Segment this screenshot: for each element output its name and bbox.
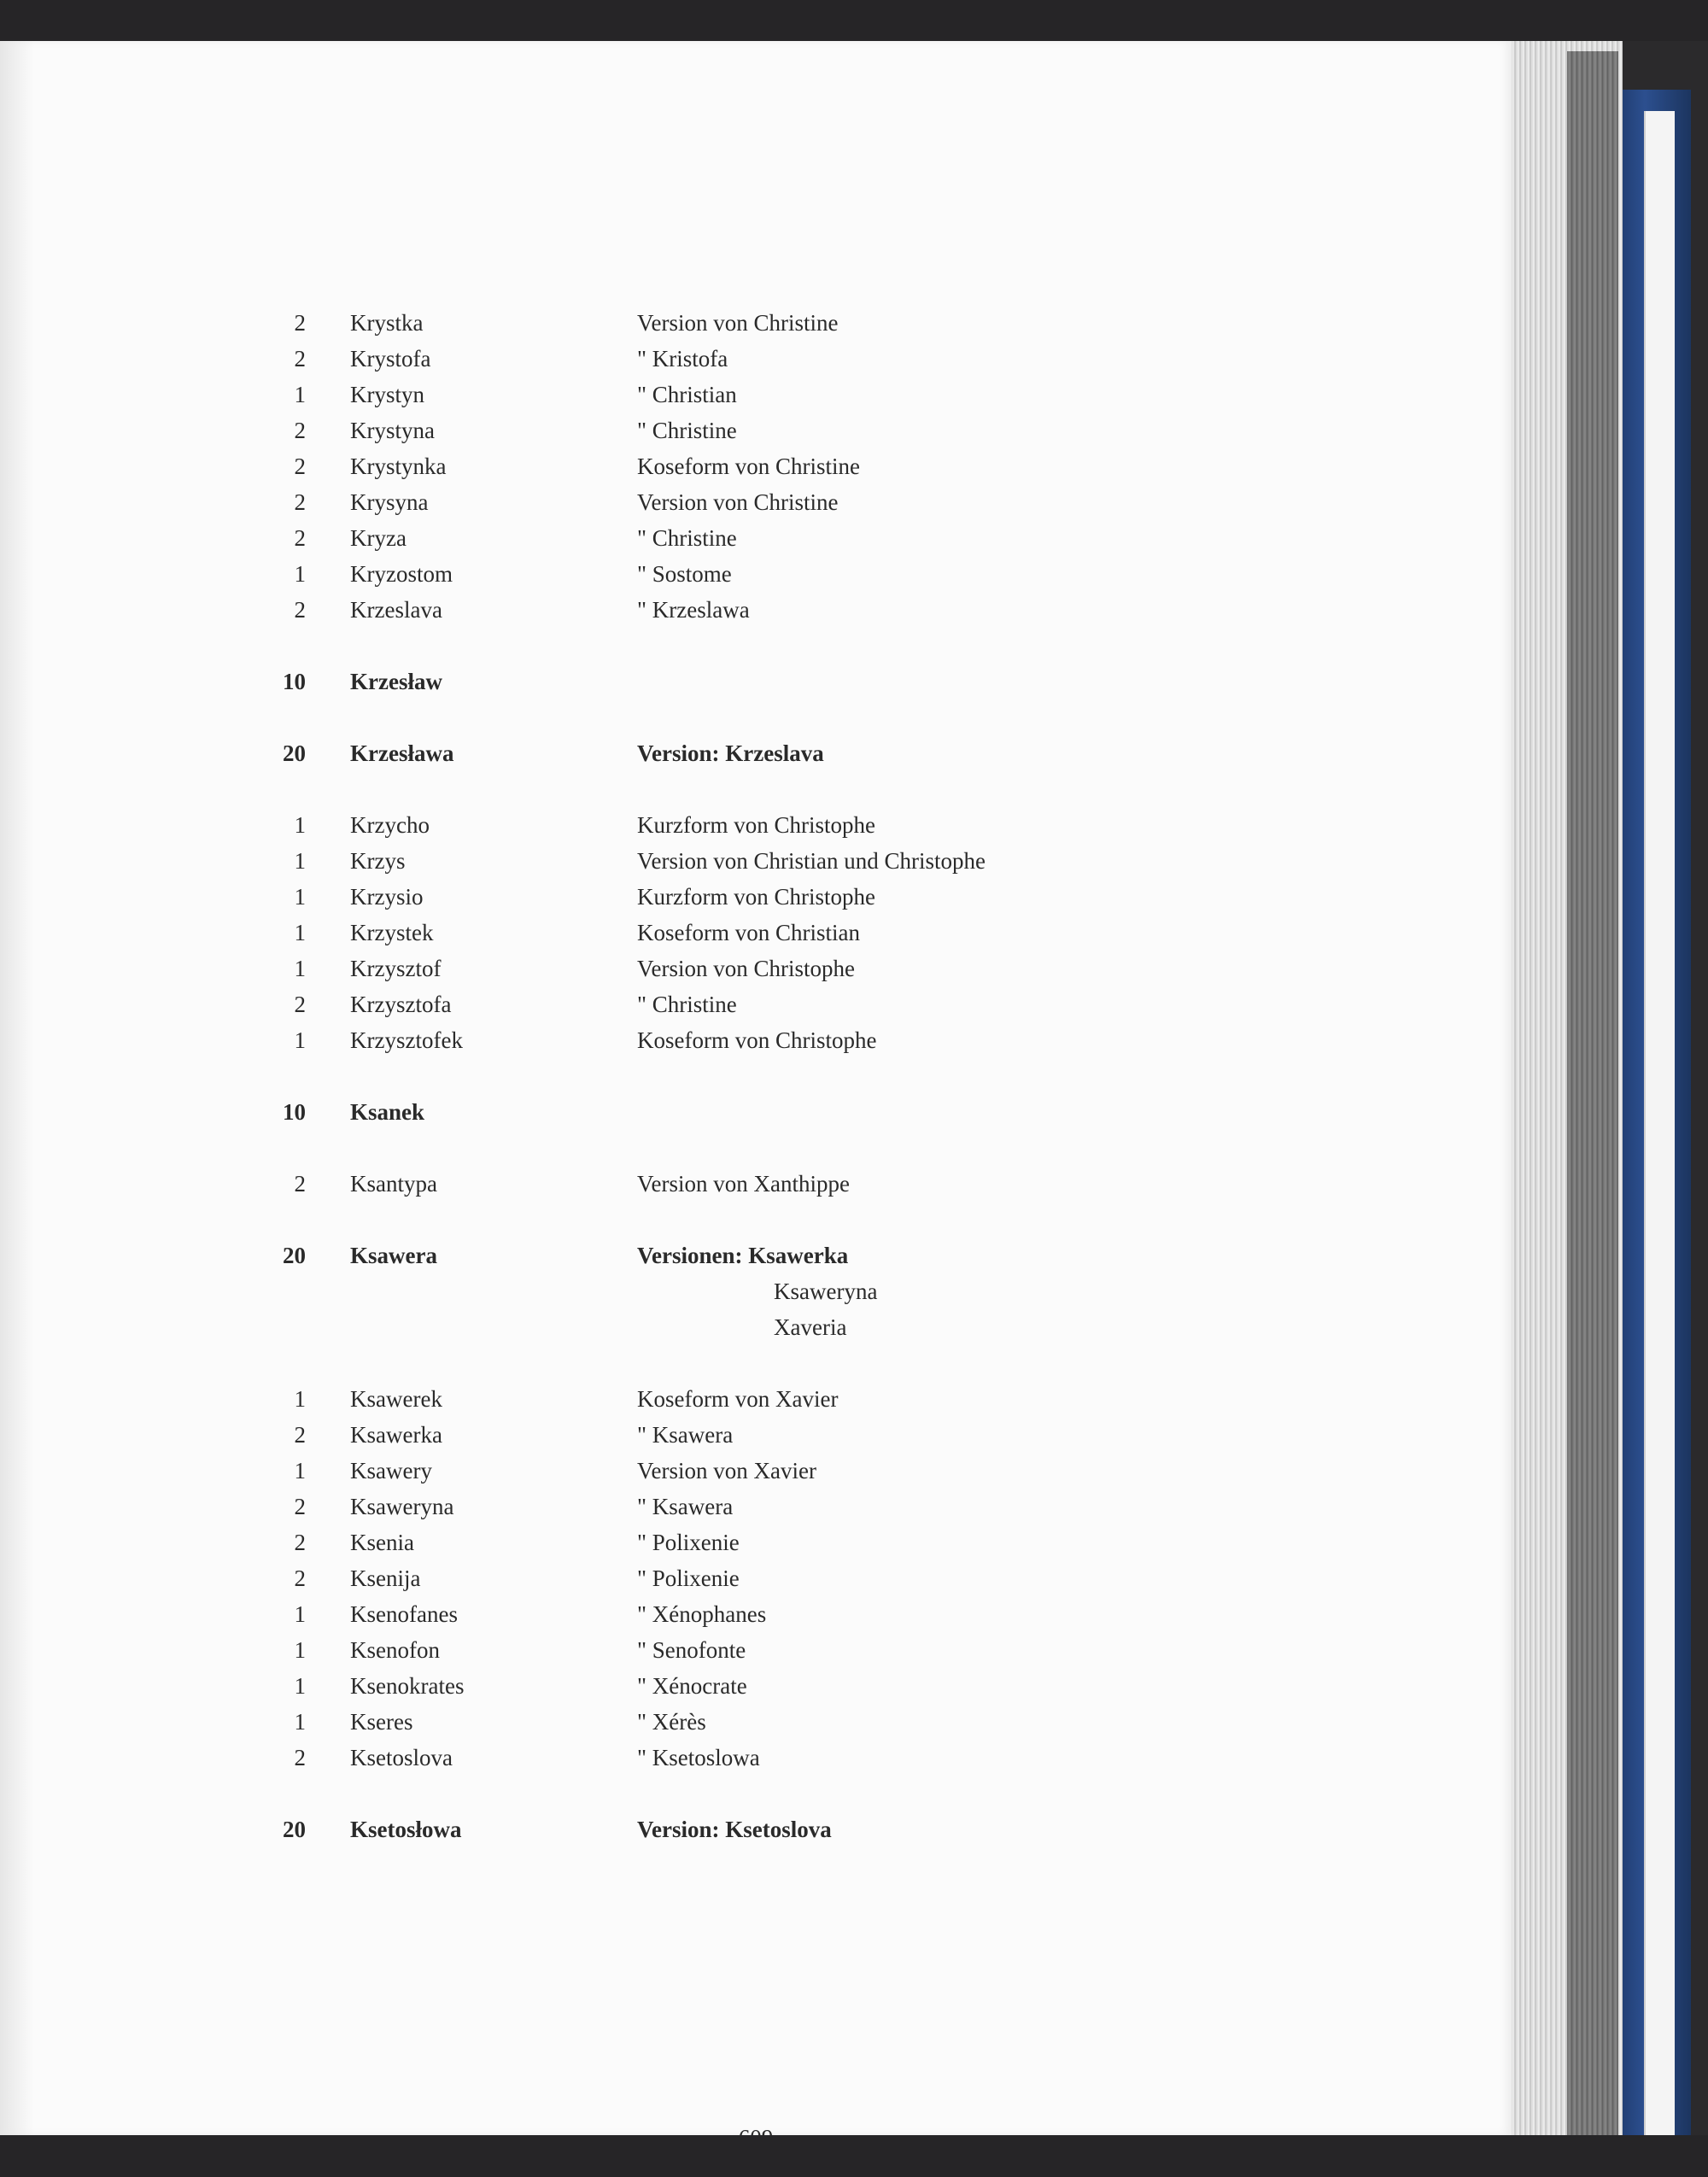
entry-name: Krzysztofek xyxy=(350,1027,463,1053)
entry-name: Krzycho xyxy=(350,812,430,838)
entry-description: " Krzeslawa xyxy=(637,597,750,623)
book-page xyxy=(0,41,1512,2135)
entry-name: Krystyna xyxy=(350,418,435,443)
entry-name: Krzesław xyxy=(350,669,442,694)
entry-count: 2 xyxy=(294,1530,306,1555)
entry-name: Krzys xyxy=(350,848,406,874)
entry-name: Ksawerka xyxy=(350,1422,442,1448)
entry-description: Version: Krzeslava xyxy=(637,740,824,766)
entry-count: 2 xyxy=(294,346,306,372)
entry-count: 20 xyxy=(283,1243,306,1268)
entry-description: " Xérès xyxy=(637,1709,706,1735)
entry-count: 2 xyxy=(294,597,306,623)
entry-count: 1 xyxy=(294,382,306,407)
entry-name: Ksanek xyxy=(350,1099,425,1125)
entry-count: 10 xyxy=(283,1099,306,1125)
entry-description: " Sostome xyxy=(637,561,732,587)
entry-count: 1 xyxy=(294,956,306,981)
entry-count: 2 xyxy=(294,489,306,515)
entry-count: 2 xyxy=(294,1565,306,1591)
entry-description: " Xénocrate xyxy=(637,1673,747,1699)
entry-description: " Ksawera xyxy=(637,1494,734,1519)
entry-count: 2 xyxy=(294,1745,306,1770)
entry-description: " Senofonte xyxy=(637,1637,746,1663)
entry-name: Ksawera xyxy=(350,1243,437,1268)
entry-count: 2 xyxy=(294,1171,306,1197)
entry-name: Ksaweryna xyxy=(350,1494,454,1519)
entry-description: " Xénophanes xyxy=(637,1601,767,1627)
entry-name: Ksenia xyxy=(350,1530,414,1555)
entry-description: Versionen: Ksawerka xyxy=(637,1243,849,1268)
top-background-band xyxy=(0,0,1708,41)
entry-count: 2 xyxy=(294,1422,306,1448)
entry-description: Koseform von Christophe xyxy=(637,1027,877,1053)
entry-count: 1 xyxy=(294,1673,306,1699)
entry-description: " Kristofa xyxy=(637,346,728,372)
entry-name: Krysyna xyxy=(350,489,429,515)
entry-count: 2 xyxy=(294,454,306,479)
entry-description: Version: Ksetoslova xyxy=(637,1817,832,1842)
entry-count: 20 xyxy=(283,1817,306,1842)
entry-name: Kryza xyxy=(350,525,407,551)
entry-name: Kryzostom xyxy=(350,561,453,587)
entry-name: Kseres xyxy=(350,1709,413,1735)
entry-name: Ksetoslova xyxy=(350,1745,453,1770)
entry-description: Kurzform von Christophe xyxy=(637,812,875,838)
entry-name: Ksantypa xyxy=(350,1171,437,1197)
entry-name: Ksetosłowa xyxy=(350,1817,462,1842)
entry-name: Ksawerek xyxy=(350,1386,442,1412)
entry-count: 1 xyxy=(294,884,306,910)
entry-count: 1 xyxy=(294,1027,306,1053)
entry-description: " Christine xyxy=(637,418,737,443)
entry-count: 2 xyxy=(294,1494,306,1519)
entry-count: 20 xyxy=(283,740,306,766)
entry-count: 1 xyxy=(294,1601,306,1627)
entry-count: 2 xyxy=(294,310,306,336)
entry-description: Version von Christian und Christophe xyxy=(637,848,986,874)
entry-name: Ksawery xyxy=(350,1458,432,1484)
entry-count: 1 xyxy=(294,1386,306,1412)
entry-description: Koseform von Christine xyxy=(637,454,860,479)
name-entry-list xyxy=(0,41,1512,2135)
entry-name: Ksenija xyxy=(350,1565,421,1591)
entry-count: 1 xyxy=(294,1637,306,1663)
entry-count: 1 xyxy=(294,561,306,587)
entry-description: Koseform von Christian xyxy=(637,920,860,945)
entry-name: Krystka xyxy=(350,310,424,336)
entry-count: 1 xyxy=(294,812,306,838)
entry-description: " Ksetoslowa xyxy=(637,1745,760,1770)
entry-description: " Polixenie xyxy=(637,1565,740,1591)
entry-name: Krystyn xyxy=(350,382,424,407)
entry-description: Kurzform von Christophe xyxy=(637,884,875,910)
entry-description: Version von Christophe xyxy=(637,956,855,981)
entry-count: 1 xyxy=(294,848,306,874)
entry-count: 2 xyxy=(294,525,306,551)
entry-name: Ksenofanes xyxy=(350,1601,458,1627)
entry-name: Krystynka xyxy=(350,454,447,479)
entry-description: " Polixenie xyxy=(637,1530,740,1555)
entry-description: " Ksawera xyxy=(637,1422,734,1448)
entry-description: Version von Christine xyxy=(637,310,839,336)
entry-description: Koseform von Xavier xyxy=(637,1386,839,1412)
entry-description: Version von Xavier xyxy=(637,1458,816,1484)
entry-name: Krzesława xyxy=(350,740,454,766)
entry-name: Krzysio xyxy=(350,884,424,910)
back-leaf xyxy=(1644,111,1675,2135)
entry-description: " Christine xyxy=(637,992,737,1017)
entry-name: Krzeslava xyxy=(350,597,442,623)
bottom-background-band xyxy=(0,2135,1708,2177)
entry-name: Krzysztof xyxy=(350,956,442,981)
page-stack-shadow xyxy=(1567,51,1618,2135)
entry-name: Krzystek xyxy=(350,920,434,945)
entry-name: Krystofa xyxy=(350,346,431,372)
entry-description: Xaveria xyxy=(774,1314,847,1340)
entry-count: 2 xyxy=(294,418,306,443)
entry-name: Ksenofon xyxy=(350,1637,440,1663)
entry-description: Version von Christine xyxy=(637,489,839,515)
entry-count: 2 xyxy=(294,992,306,1017)
entry-count: 10 xyxy=(283,669,306,694)
entry-description: Ksaweryna xyxy=(774,1279,878,1304)
entry-description: " Christine xyxy=(637,525,737,551)
entry-count: 1 xyxy=(294,1709,306,1735)
entry-count: 1 xyxy=(294,1458,306,1484)
entry-name: Krzysztofa xyxy=(350,992,452,1017)
entry-description: " Christian xyxy=(637,382,737,407)
entry-count: 1 xyxy=(294,920,306,945)
entry-name: Ksenokrates xyxy=(350,1673,465,1699)
entry-description: Version von Xanthippe xyxy=(637,1171,850,1197)
